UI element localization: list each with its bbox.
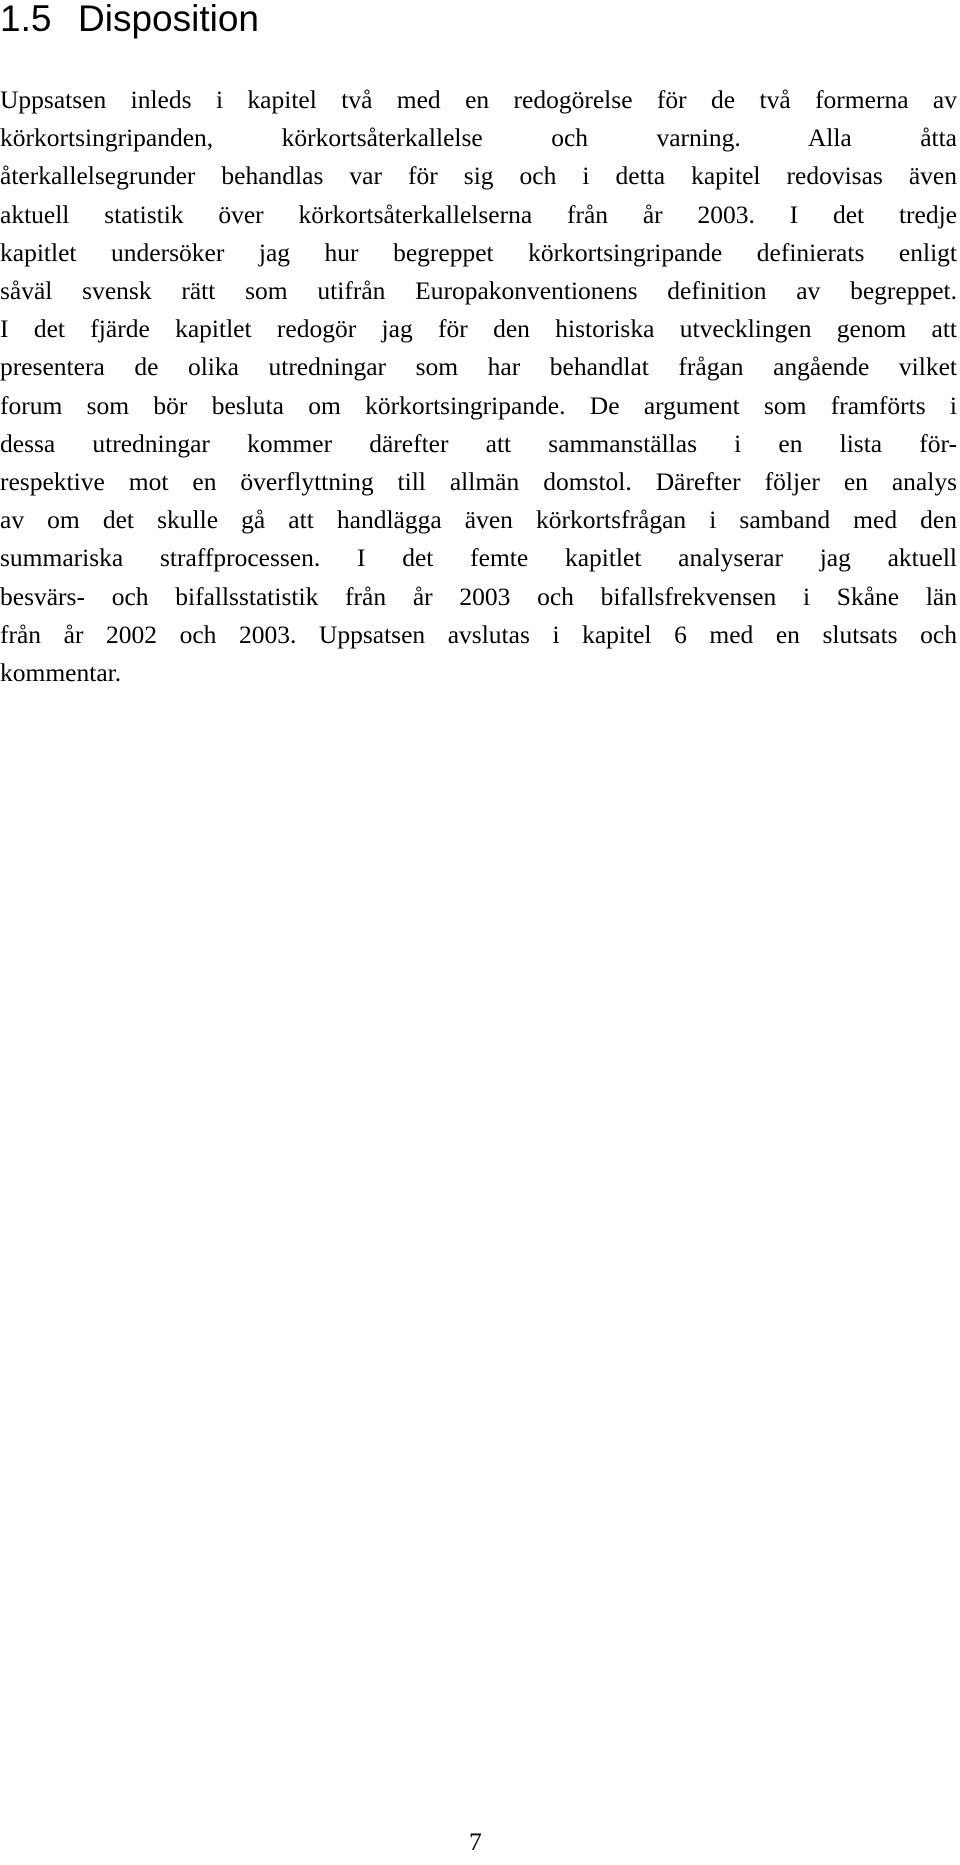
paragraph-line: Uppsatsen inleds i kapitel två med en redogörelse för de två formerna av [0, 85, 957, 114]
paragraph-line: I det fjärde kapitlet redogör jag för den historiska utvecklingen genom att [0, 314, 957, 344]
paragraph-line: såväl svensk rätt som utifrån Europakonventionens definition av begreppet. [0, 276, 957, 306]
body-paragraph [0, 81, 957, 692]
paragraph-line: återkallelsegrunder behandlas var för sig och i detta kapitel redovisas även [0, 161, 957, 191]
paragraph-line: forum som bör besluta om körkortsingripande. De argument som framförts i [0, 390, 957, 420]
paragraph-line: från år 2002 och 2003. Uppsatsen avslutas i kapitel 6 med en slutsats och [0, 619, 957, 649]
paragraph-line: körkortsingripanden, körkortsåterkallelse och varning. Alla åtta [0, 123, 957, 153]
paragraph-line: kapitlet undersöker jag hur begreppet körkortsingripande definierats enligt [0, 237, 957, 267]
paragraph-line: dessa utredningar kommer därefter att sammanställas i en lista för- [0, 428, 957, 458]
paragraph-line: besvärs- och bifallsstatistik från år 2003 och bifallsfrekvensen i Skåne län [0, 581, 957, 611]
paragraph-line: summariska straffprocessen. I det femte kapitlet analyserar jag aktuell [0, 543, 957, 573]
paragraph-line: kommentar. [0, 658, 122, 688]
section-title: Disposition [78, 0, 259, 39]
page-number: 7 [469, 1827, 482, 1856]
section-number: 1.5 [0, 0, 52, 39]
paragraph-line: presentera de olika utredningar som har behandlat frågan angående vilket [0, 352, 957, 382]
paragraph-line: av om det skulle gå att handlägga även körkortsfrågan i samband med den [0, 505, 957, 535]
section-heading [0, 0, 259, 37]
paragraph-line: aktuell statistik över körkortsåterkallelserna från år 2003. I det tredje [0, 199, 957, 229]
paragraph-line: respektive mot en överflyttning till allmän domstol. Därefter följer en analys [0, 467, 957, 497]
